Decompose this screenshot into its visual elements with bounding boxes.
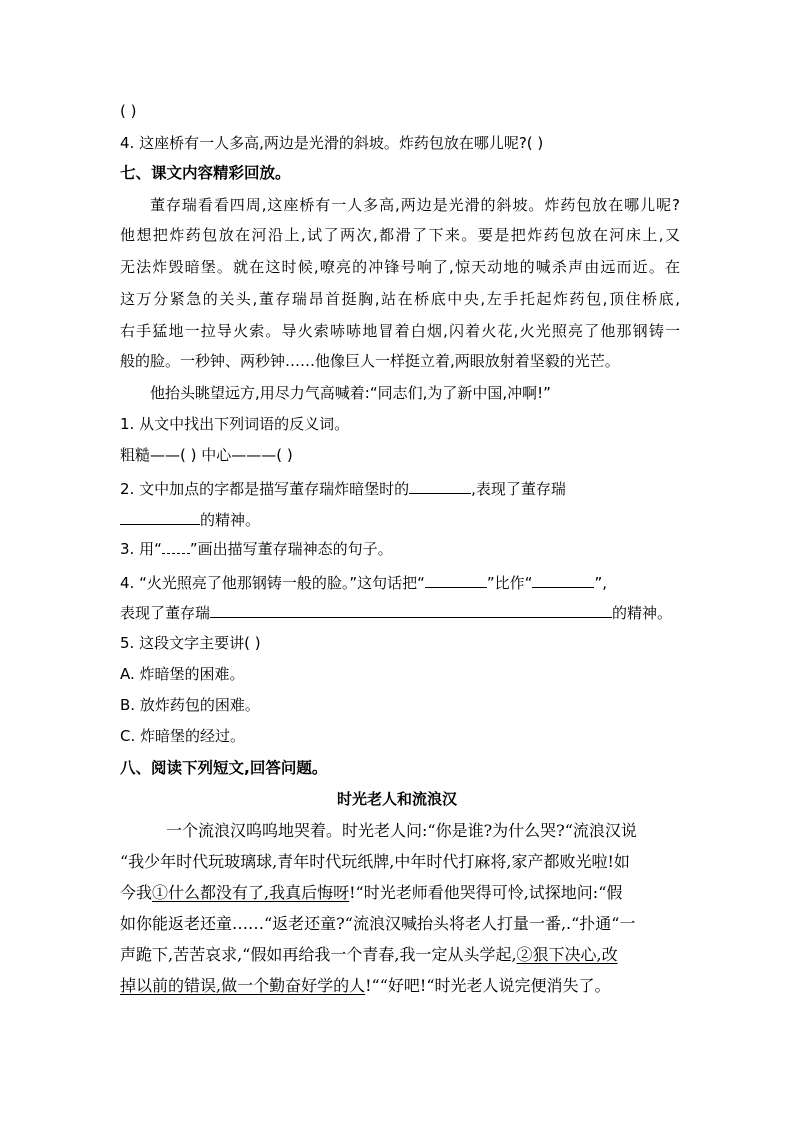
option-c: C. 炸暗堡的经过。 <box>120 727 246 745</box>
answer-blank[interactable] <box>409 477 471 494</box>
story-line: 一个流浪汉呜呜地哭着。时光老人问:“你是谁?为什么哭?“流浪汉说 <box>166 821 637 840</box>
question-4-text: 4. “火光照亮了他那钢铸一般的脸。”这句话把“ <box>120 574 425 592</box>
question-1: 1. 从文中找出下列词语的反义词。 <box>120 415 350 433</box>
passage-line: 董存瑞看看四周,这座桥有一人多高,两边是光滑的斜坡。炸药包放在哪儿呢? <box>150 196 680 214</box>
question-2-text: 2. 文中加点的字都是描写董存瑞炸暗堡时的 <box>120 480 410 498</box>
passage-line: 他想把炸药包放在河沿上,试了两次,都滑了下来。要是把炸药包放在河床上,又 <box>120 226 680 244</box>
answer-blank[interactable] <box>532 571 594 588</box>
story-line: 如你能返老还童……“返老还童?“流浪汉喊抬头将老人打量一番,.“扑通“一 <box>120 914 636 933</box>
underlined-sentence-2-cont: 掉以前的错误,做一个勤奋好学的人 <box>120 976 366 995</box>
section-8-heading: 八、阅读下列短文,回答问题。 <box>120 759 328 777</box>
underlined-sentence-1: ①什么都没有了,我真后悔呀 <box>152 883 350 902</box>
answer-blank[interactable] <box>210 601 612 618</box>
question-2-text: ,表现了董存瑞 <box>471 480 566 498</box>
question-4-text: 表现了董存瑞 <box>120 604 211 622</box>
answer-blank[interactable] <box>120 508 200 525</box>
question-4-text: ”, <box>594 574 607 592</box>
passage-last-line: 他抬头眺望远方,用尽力气高喊着:“同志们,为了新中国,冲啊!” <box>150 384 551 402</box>
story-text: !““好吧!“时光老人说完便消失了。 <box>365 976 611 995</box>
question-2 <box>120 477 566 499</box>
question-4-bridge: 4. 这座桥有一人多高,两边是光滑的斜坡。炸药包放在哪儿呢?( ) <box>120 134 544 152</box>
question-3 <box>120 539 393 559</box>
question-3-text: ”画出描写董存瑞神态的句子。 <box>189 540 393 558</box>
question-4-cont <box>120 601 672 623</box>
question-4-text: 的精神。 <box>612 604 673 622</box>
story-text: 今我 <box>120 883 153 902</box>
answer-blank[interactable] <box>425 571 487 588</box>
story-text: !“时光老师看他哭得可怜,试探地问:“假 <box>349 883 623 902</box>
passage-line: 这万分紧急的关头,董存瑞昂首挺胸,站在桥底中央,左手托起炸药包,顶住桥底, <box>120 290 680 308</box>
story-line <box>120 883 622 903</box>
question-5: 5. 这段文字主要讲( ) <box>120 634 261 652</box>
story-line: “我少年时代玩玻璃球,青年时代玩纸牌,中年时代打麻将,家产都败光啦!如 <box>120 852 630 871</box>
section-7-heading: 七、课文内容精彩回放。 <box>120 164 291 182</box>
story-line <box>120 945 618 965</box>
story-line <box>120 976 611 996</box>
passage-line: 右手猛地一拉导火索。导火索哧哧地冒着白烟,闪着火花,火光照亮了他那钢铸一 <box>120 322 680 340</box>
question-1-items: 粗糙——( ) 中心———( ) <box>120 446 293 464</box>
story-text: 声跪下,苦苦哀求,“假如再给我一个青春,我一定从头学起, <box>120 945 517 964</box>
wavy-line-mark <box>162 543 190 554</box>
question-4 <box>120 571 607 593</box>
option-a: A. 炸暗堡的困难。 <box>120 665 245 683</box>
question-2-cont <box>120 508 260 530</box>
story-title: 时光老人和流浪汉 <box>336 790 457 808</box>
question-2-text: 的精神。 <box>200 511 261 529</box>
question-3-text: 3. 用“ <box>120 540 162 558</box>
passage-line: 无法炸毁暗堡。就在这时候,嘹亮的冲锋号响了,惊天动地的喊杀声由远而近。在 <box>120 258 680 276</box>
question-4-text: ”比作“ <box>486 574 533 592</box>
passage-line: 般的脸。一秒钟、两秒钟……他像巨人一样挺立着,两眼放射着坚毅的光芒。 <box>120 352 620 370</box>
answer-paren: ( ) <box>120 102 137 120</box>
option-b: B. 放炸药包的困难。 <box>120 696 260 714</box>
underlined-sentence-2: ②狠下决心,改 <box>516 945 618 964</box>
